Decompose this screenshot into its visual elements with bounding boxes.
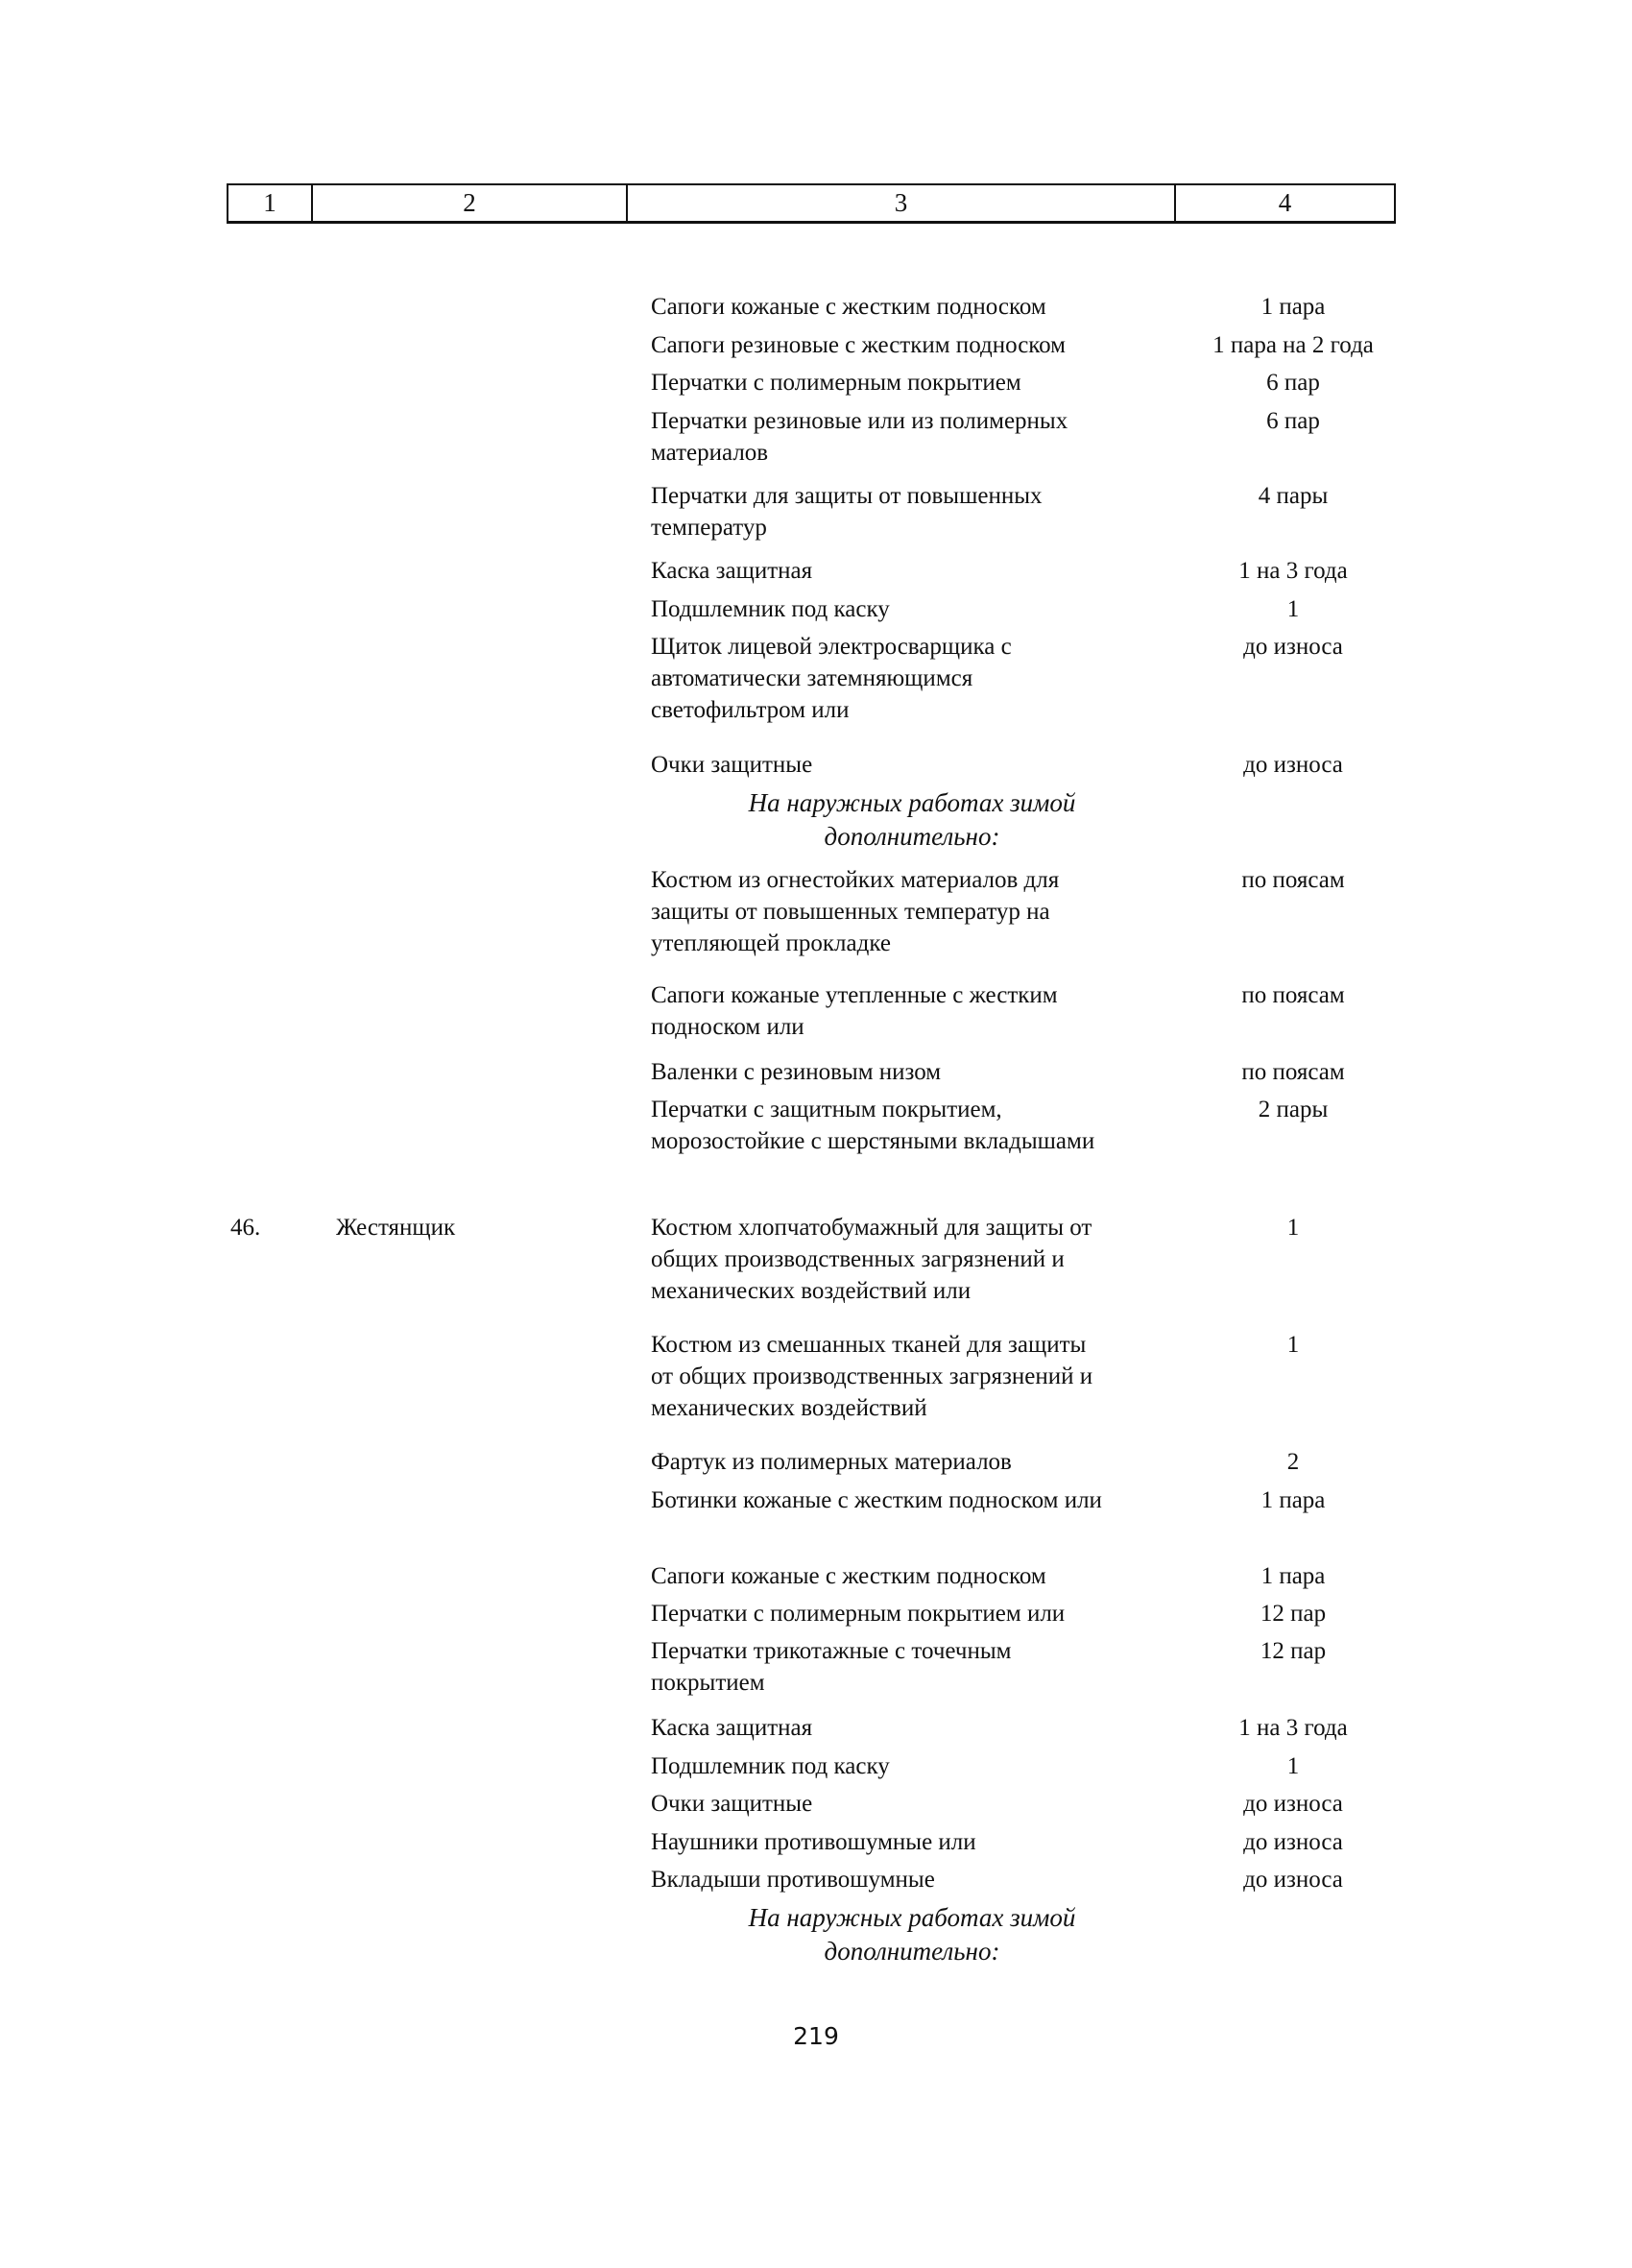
issue-norm: 1 пара на 2 года [1212,332,1374,358]
issue-norm: 6 пар [1266,370,1320,396]
ppe-item-name: Костюм хлопчатобумажный для защиты от общих производственных загрязнений и механических воздействий или [651,1215,1092,1304]
ppe-item-name: Наушники противошумные или [651,1829,976,1855]
ppe-item-name: Каска защитная [651,558,813,584]
issue-norm: до износа [1243,752,1343,778]
ppe-item-name: Перчатки трикотажные с точечным покрытием [651,1638,1012,1696]
issue-norm: 1 [1286,1753,1300,1779]
ppe-item-name: Щиток лицевой электросварщика с автоматически затемняющимся светофильтром или [651,634,1012,723]
issue-norm: 1 пара [1260,1487,1326,1513]
ppe-item-name: Ботинки кожаные с жестким подноском или [651,1487,1102,1513]
issue-norm: 2 пары [1258,1097,1329,1122]
ppe-item-name: Вкладыши противошумные [651,1867,935,1893]
issue-norm: по поясам [1241,867,1345,893]
ppe-item-name: Подшлемник под каску [651,1753,890,1779]
issue-norm: 4 пары [1258,483,1329,509]
ppe-item-name: Перчатки резиновые или из полимерных материалов [651,408,1068,466]
ppe-item-name: Подшлемник под каску [651,596,890,622]
ppe-item-name: Перчатки для защиты от повышенных температур [651,483,1043,541]
ppe-item-name: Костюм из огнестойких материалов для защиты от повышенных температур на утепляющей прокладке [651,867,1060,956]
issue-norm: 1 на 3 года [1238,558,1348,584]
issue-norm: до износа [1243,634,1343,660]
column-4-number: 4 [1278,188,1292,217]
issue-norm: 1 пара [1260,294,1326,320]
ppe-item-name: Сапоги кожаные с жестким подноском [651,294,1046,320]
issue-norm: по поясам [1241,982,1345,1008]
issue-norm: до износа [1243,1829,1343,1855]
issue-norm: 1 [1286,1215,1300,1241]
ppe-item-name: Сапоги резиновые с жестким подноском [651,332,1067,358]
ppe-item-name: Каска защитная [651,1715,813,1741]
column-1-number: 1 [228,185,313,221]
ppe-item-name: Валенки с резиновым низом [651,1059,942,1085]
column-3-number: 3 [628,185,1176,221]
ppe-item-name: Перчатки с защитным покрытием, морозостойкие с шерстяными вкладышами [651,1097,1095,1154]
issue-norm: 1 пара [1260,1563,1326,1589]
section-note: На наружных работах зимой дополнительно: [748,1903,1076,1966]
section-note: На наружных работах зимой дополнительно: [748,788,1076,851]
column-2-number: 2 [313,185,628,221]
issue-norm: 2 [1286,1449,1300,1475]
row-number: 46. [230,1215,261,1241]
issue-norm: 6 пар [1266,408,1320,434]
ppe-item-name: Очки защитные [651,1791,813,1817]
issue-norm: 12 пар [1260,1601,1327,1627]
issue-norm: 12 пар [1260,1638,1327,1664]
ppe-item-name: Сапоги кожаные утепленные с жестким подноском или [651,982,1058,1040]
issue-norm: до износа [1243,1791,1343,1817]
ppe-item-name: Костюм из смешанных тканей для защиты от общих производственных загрязнений и механических воздействий [651,1332,1093,1421]
ppe-item-name: Сапоги кожаные с жестким подноском [651,1563,1046,1589]
ppe-item-name: Перчатки с полимерным покрытием или [651,1601,1066,1627]
ppe-item-name: Очки защитные [651,752,813,778]
page-number: 219 [793,2022,839,2050]
profession-name: Жестянщик [336,1215,456,1241]
issue-norm: 1 [1286,1332,1300,1358]
issue-norm: 1 [1286,596,1300,622]
column-number-header [227,183,1396,224]
issue-norm: по поясам [1241,1059,1345,1085]
issue-norm: до износа [1243,1867,1343,1893]
ppe-item-name: Фартук из полимерных материалов [651,1449,1012,1475]
ppe-item-name: Перчатки с полимерным покрытием [651,370,1021,396]
issue-norm: 1 на 3 года [1238,1715,1348,1741]
